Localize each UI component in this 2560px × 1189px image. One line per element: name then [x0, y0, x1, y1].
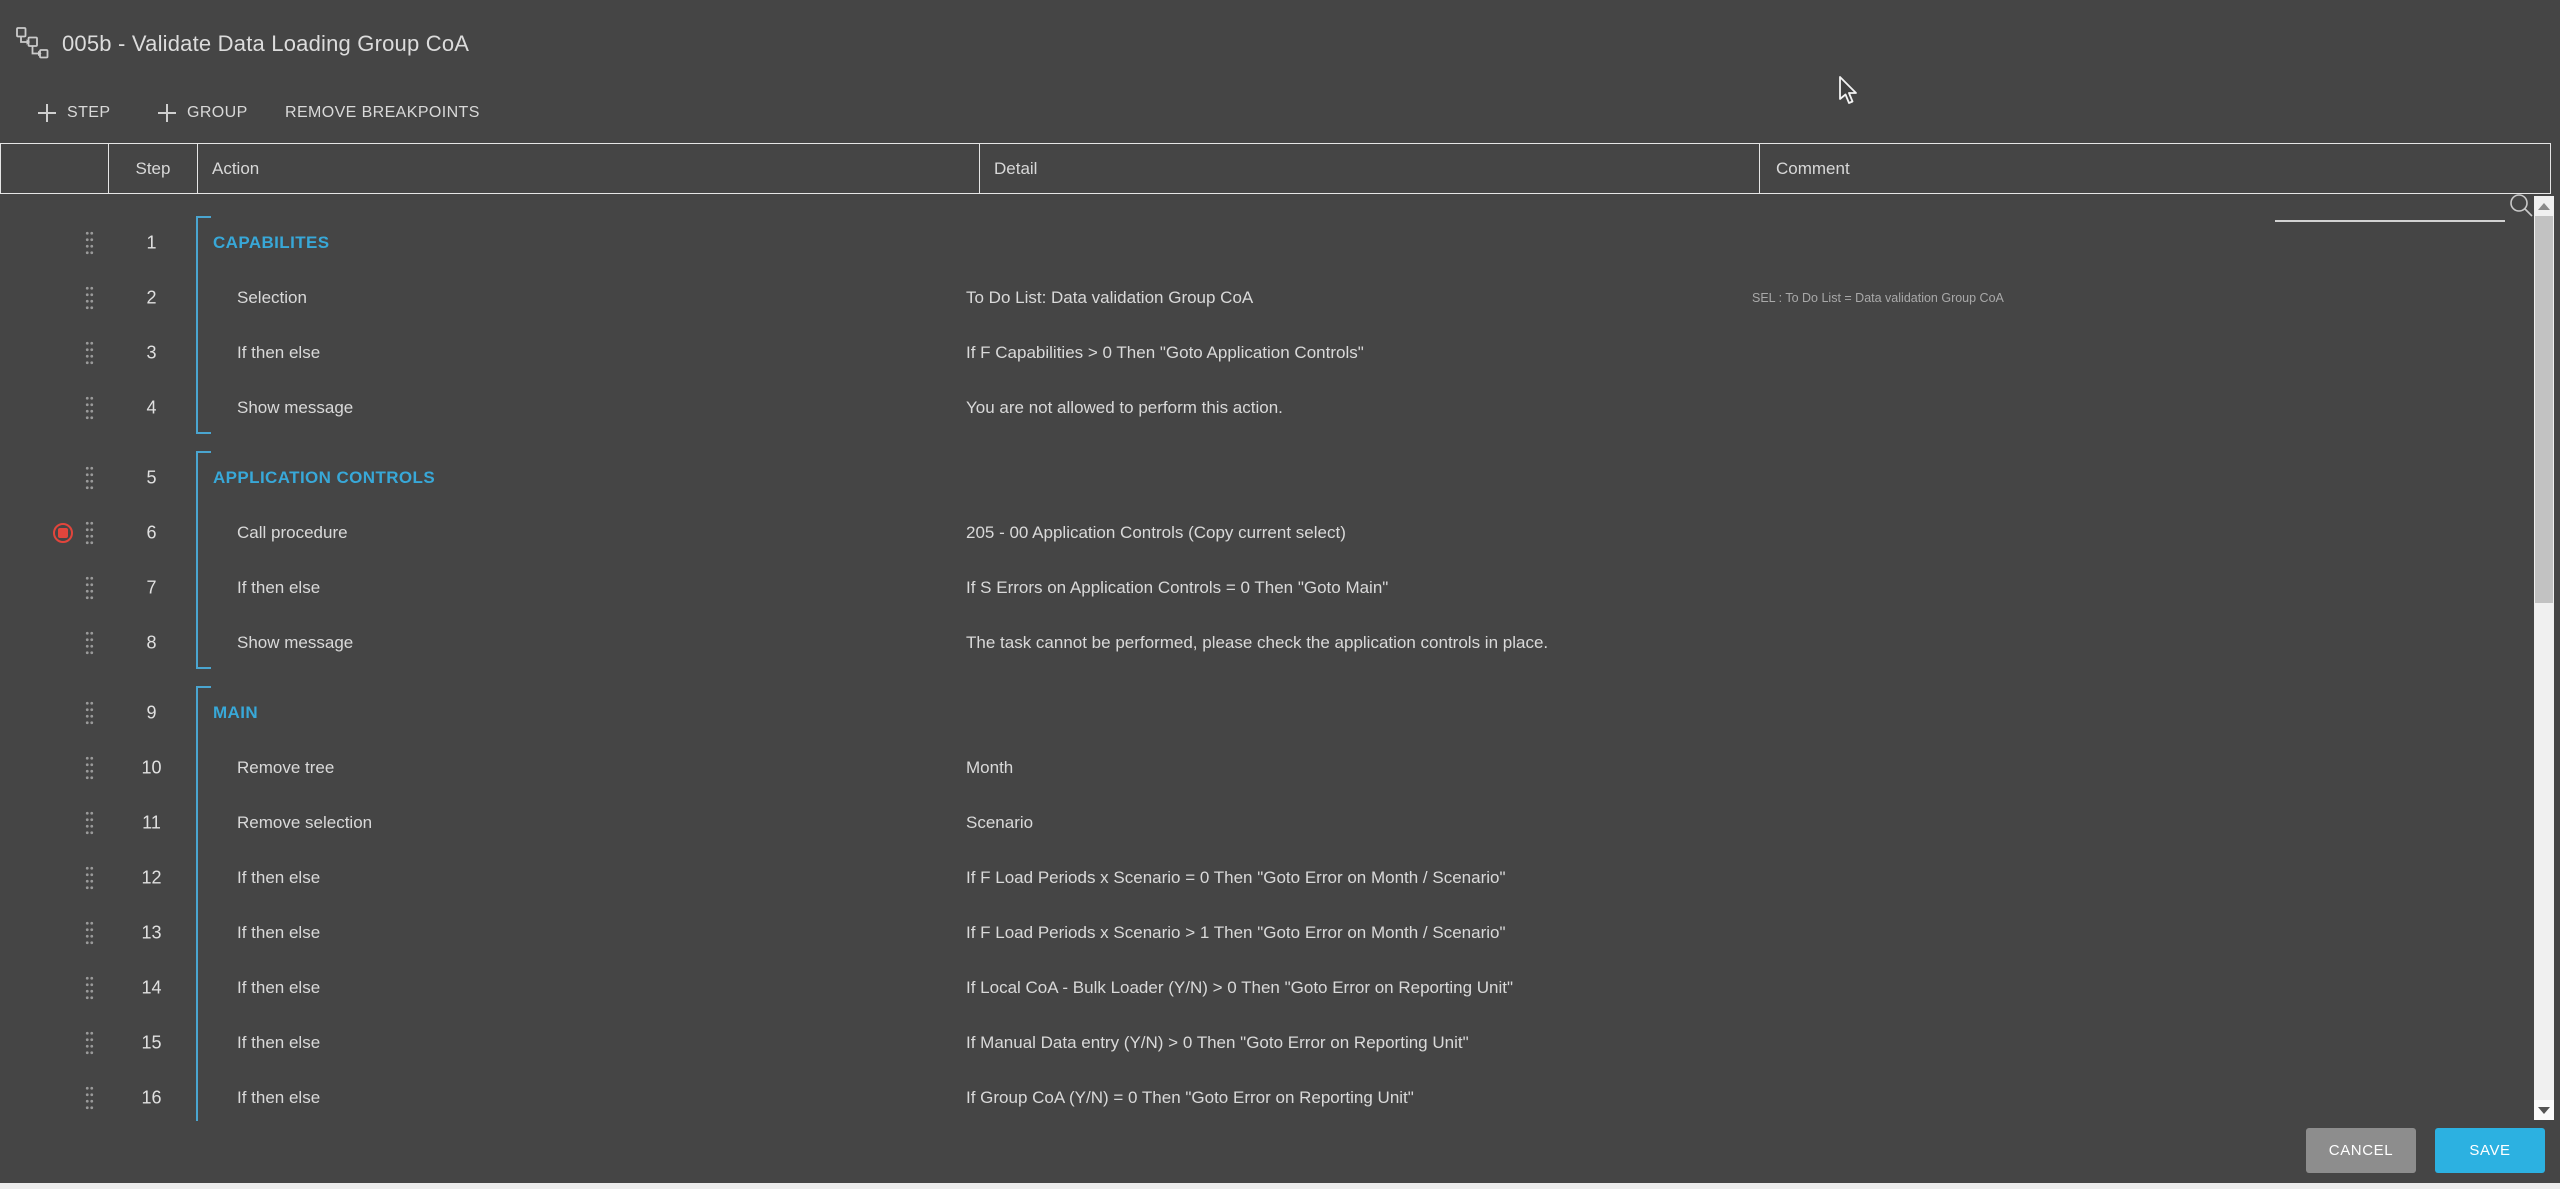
step-row[interactable] — [0, 795, 2534, 850]
group-label: MAIN — [213, 702, 259, 722]
arrow-down-icon — [2538, 1107, 2550, 1114]
group-header-row[interactable] — [0, 685, 2534, 740]
step-number: 8 — [146, 632, 157, 652]
drag-handle-icon[interactable] — [85, 975, 94, 1001]
action-label: If then else — [237, 577, 321, 597]
step-number: 1 — [146, 232, 157, 252]
arrow-up-icon — [2538, 203, 2550, 210]
step-row[interactable] — [0, 325, 2534, 380]
add-step-button[interactable] — [38, 94, 110, 132]
column-header-comment[interactable]: Comment — [1759, 144, 2550, 193]
detail-text: If Local CoA - Bulk Loader (Y/N) > 0 Then "Goto Error on Reporting Unit" — [966, 977, 1514, 997]
drag-handle-icon[interactable] — [85, 1085, 94, 1111]
remove-breakpoints-label: REMOVE BREAKPOINTS — [285, 104, 480, 121]
scrollbar-thumb[interactable] — [2535, 216, 2553, 603]
drag-handle-icon[interactable] — [85, 230, 94, 256]
save-button[interactable]: SAVE — [2435, 1128, 2545, 1173]
table-header — [0, 143, 2551, 194]
column-header-action[interactable]: Action — [197, 144, 979, 193]
steps-list[interactable] — [0, 196, 2534, 1121]
step-row[interactable] — [0, 505, 2534, 560]
comment-text: SEL : To Do List = Data validation Group CoA — [1752, 290, 2004, 305]
action-label: If then else — [237, 1032, 321, 1052]
action-label: Remove selection — [237, 812, 373, 832]
step-row[interactable] — [0, 850, 2534, 905]
detail-text: If F Load Periods x Scenario > 1 Then "Goto Error on Month / Scenario" — [966, 922, 1506, 942]
step-number: 2 — [146, 287, 157, 307]
group-label: APPLICATION CONTROLS — [213, 467, 436, 487]
toolbar — [0, 94, 2560, 132]
step-row[interactable] — [0, 905, 2534, 960]
step-number: 11 — [142, 812, 161, 832]
drag-handle-icon[interactable] — [85, 340, 94, 366]
group-capabilites — [0, 215, 2534, 435]
detail-text: The task cannot be performed, please check the application controls in place. — [966, 632, 1549, 652]
detail-text: If Group CoA (Y/N) = 0 Then "Goto Error on Reporting Unit" — [966, 1087, 1414, 1107]
drag-handle-icon[interactable] — [85, 920, 94, 946]
vertical-scrollbar[interactable] — [2534, 196, 2554, 1120]
detail-text: If F Capabilities > 0 Then "Goto Application Controls" — [966, 342, 1364, 362]
step-number: 9 — [146, 702, 157, 722]
action-label: If then else — [237, 867, 321, 887]
step-row[interactable] — [0, 380, 2534, 435]
detail-text: Scenario — [966, 812, 1034, 832]
drag-handle-icon[interactable] — [85, 575, 94, 601]
step-row[interactable] — [0, 560, 2534, 615]
column-header-step[interactable]: Step — [108, 144, 197, 193]
step-row[interactable] — [0, 1015, 2534, 1070]
detail-text: If S Errors on Application Controls = 0 Then "Goto Main" — [966, 577, 1389, 597]
group-label: CAPABILITES — [213, 232, 330, 252]
step-row[interactable] — [0, 740, 2534, 795]
step-number: 16 — [141, 1087, 162, 1107]
group-main — [0, 685, 2534, 1121]
detail-text: If F Load Periods x Scenario = 0 Then "Goto Error on Month / Scenario" — [966, 867, 1506, 887]
title-bar — [0, 0, 2560, 90]
step-row[interactable] — [0, 960, 2534, 1015]
detail-text: If Manual Data entry (Y/N) > 0 Then "Goto Error on Reporting Unit" — [966, 1032, 1469, 1052]
action-label: If then else — [237, 922, 321, 942]
plus-icon — [158, 104, 176, 122]
drag-handle-icon[interactable] — [85, 520, 94, 546]
page-title: 005b - Validate Data Loading Group CoA — [62, 31, 470, 56]
step-row[interactable] — [0, 1070, 2534, 1121]
drag-handle-icon[interactable] — [85, 465, 94, 491]
action-label: Show message — [237, 397, 354, 417]
scroll-up-arrow[interactable] — [2534, 196, 2554, 216]
detail-text: Month — [966, 757, 1014, 777]
add-group-label: GROUP — [187, 104, 248, 121]
scroll-down-arrow[interactable] — [2534, 1100, 2554, 1120]
step-number: 12 — [141, 867, 162, 887]
horizontal-scrollbar[interactable] — [0, 1183, 2560, 1189]
add-group-button[interactable] — [158, 94, 248, 132]
action-label: If then else — [237, 1087, 321, 1107]
cancel-button[interactable]: CANCEL — [2306, 1128, 2416, 1173]
step-row[interactable] — [0, 270, 2534, 325]
step-number: 4 — [146, 397, 157, 417]
step-number: 10 — [141, 757, 162, 777]
group-header-row[interactable] — [0, 450, 2534, 505]
detail-text: 205 - 00 Application Controls (Copy current select) — [966, 522, 1346, 542]
action-label: Remove tree — [237, 757, 335, 777]
step-number: 14 — [141, 977, 162, 997]
drag-handle-icon[interactable] — [85, 395, 94, 421]
column-header-handle — [1, 144, 108, 193]
drag-handle-icon[interactable] — [85, 285, 94, 311]
detail-text: You are not allowed to perform this action. — [966, 397, 1283, 417]
group-header-row[interactable] — [0, 215, 2534, 270]
step-number: 6 — [146, 522, 157, 542]
drag-handle-icon[interactable] — [85, 630, 94, 656]
drag-handle-icon[interactable] — [85, 1030, 94, 1056]
drag-handle-icon[interactable] — [85, 810, 94, 836]
remove-breakpoints-button[interactable] — [285, 94, 480, 132]
column-header-detail[interactable]: Detail — [979, 144, 1759, 193]
action-label: Show message — [237, 632, 354, 652]
step-number: 5 — [146, 467, 157, 487]
step-number: 13 — [141, 922, 162, 942]
step-number: 7 — [146, 577, 157, 597]
action-label: If then else — [237, 977, 321, 997]
add-step-label: STEP — [67, 104, 111, 121]
drag-handle-icon[interactable] — [85, 755, 94, 781]
group-application-controls — [0, 450, 2534, 670]
step-number: 15 — [141, 1032, 162, 1052]
step-row[interactable] — [0, 615, 2534, 670]
plus-icon — [38, 104, 56, 122]
action-label: If then else — [237, 342, 321, 362]
breakpoint-dot-icon[interactable] — [53, 523, 73, 543]
step-number: 3 — [146, 342, 157, 362]
drag-handle-icon[interactable] — [85, 700, 94, 726]
procedure-flow-icon — [15, 26, 49, 60]
action-label: Call procedure — [237, 522, 348, 542]
action-label: Selection — [237, 287, 307, 307]
detail-text: To Do List: Data validation Group CoA — [966, 287, 1254, 307]
drag-handle-icon[interactable] — [85, 865, 94, 891]
